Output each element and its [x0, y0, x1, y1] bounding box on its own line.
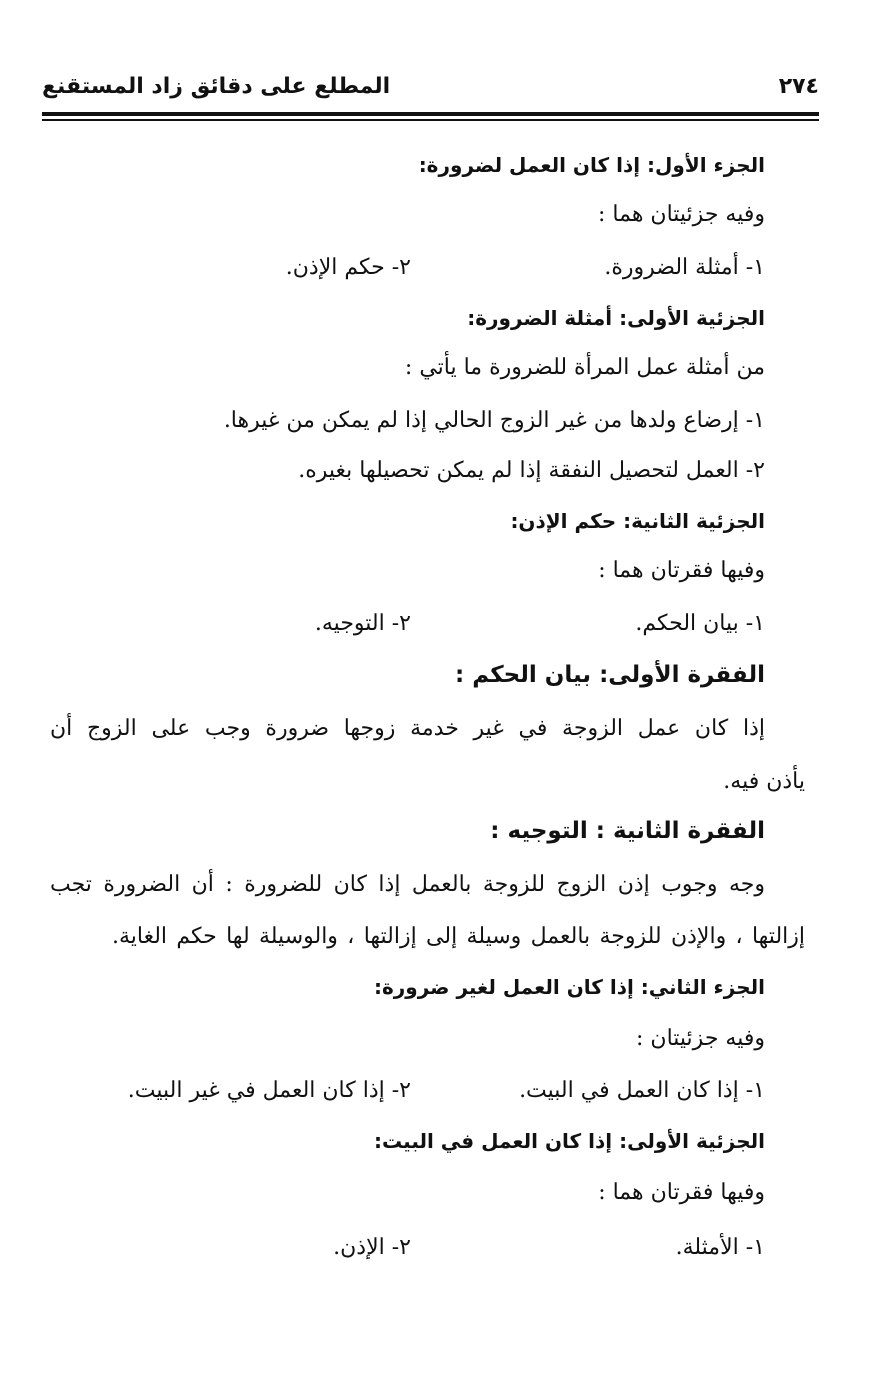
page-number: ٢٧٤	[778, 74, 819, 99]
paragraph-line: وفيها فقرتان هما :	[598, 1180, 765, 1205]
header-rule-thin	[42, 119, 819, 121]
paragraph-line: وفيه جزئيتان هما :	[598, 202, 765, 227]
paragraph-line: إزالتها ، والإذن للزوجة بالعمل وسيلة إلى إزالتها ، والوسيلة لها حكم الغاية.	[112, 924, 805, 949]
list-item: ٢- الإذن.	[333, 1235, 411, 1260]
paragraph-line: إذا كان عمل الزوجة في غير خدمة زوجها ضرورة وجب على الزوج أن	[50, 716, 765, 741]
section-heading: الفقرة الأولى: بيان الحكم :	[455, 662, 765, 688]
paragraph-line: من أمثلة عمل المرأة للضرورة ما يأتي :	[404, 355, 765, 380]
section-heading: الفقرة الثانية : التوجيه :	[490, 818, 765, 844]
section-heading: الجزئية الأولى: إذا كان العمل في البيت:	[373, 1129, 765, 1153]
page-header	[42, 74, 819, 108]
list-item: ٢- التوجيه.	[314, 611, 411, 636]
paragraph-line: وفيه جزئيتان :	[636, 1026, 765, 1051]
section-heading: الجزئية الثانية: حكم الإذن:	[510, 509, 765, 533]
list-item: ٢- حكم الإذن.	[285, 255, 411, 280]
paragraph-line: وفيها فقرتان هما :	[598, 558, 765, 583]
list-item: ١- الأمثلة.	[675, 1235, 765, 1260]
section-heading: الجزء الأول: إذا كان العمل لضرورة:	[418, 153, 765, 177]
list-item: ١- إذا كان العمل في البيت.	[519, 1078, 765, 1103]
list-item: ٢- العمل لتحصيل النفقة إذا لم يمكن تحصيلها بغيره.	[298, 458, 765, 483]
running-title: المطلع على دقائق زاد المستقنع	[42, 74, 391, 99]
list-item: ٢- إذا كان العمل في غير البيت.	[127, 1078, 411, 1103]
section-heading: الجزء الثاني: إذا كان العمل لغير ضرورة:	[373, 975, 765, 999]
list-item: ١- بيان الحكم.	[635, 611, 765, 636]
list-item: ١- أمثلة الضرورة.	[604, 255, 765, 280]
header-rule-thick	[42, 112, 819, 116]
paragraph-line: يأذن فيه.	[723, 769, 805, 794]
paragraph-line: وجه وجوب إذن الزوج للزوجة بالعمل إذا كان للضرورة : أن الضرورة تجب	[50, 872, 765, 897]
section-heading: الجزئية الأولى: أمثلة الضرورة:	[467, 306, 765, 330]
list-item: ١- إرضاع ولدها من غير الزوج الحالي إذا لم يمكن من غيرها.	[223, 408, 765, 433]
